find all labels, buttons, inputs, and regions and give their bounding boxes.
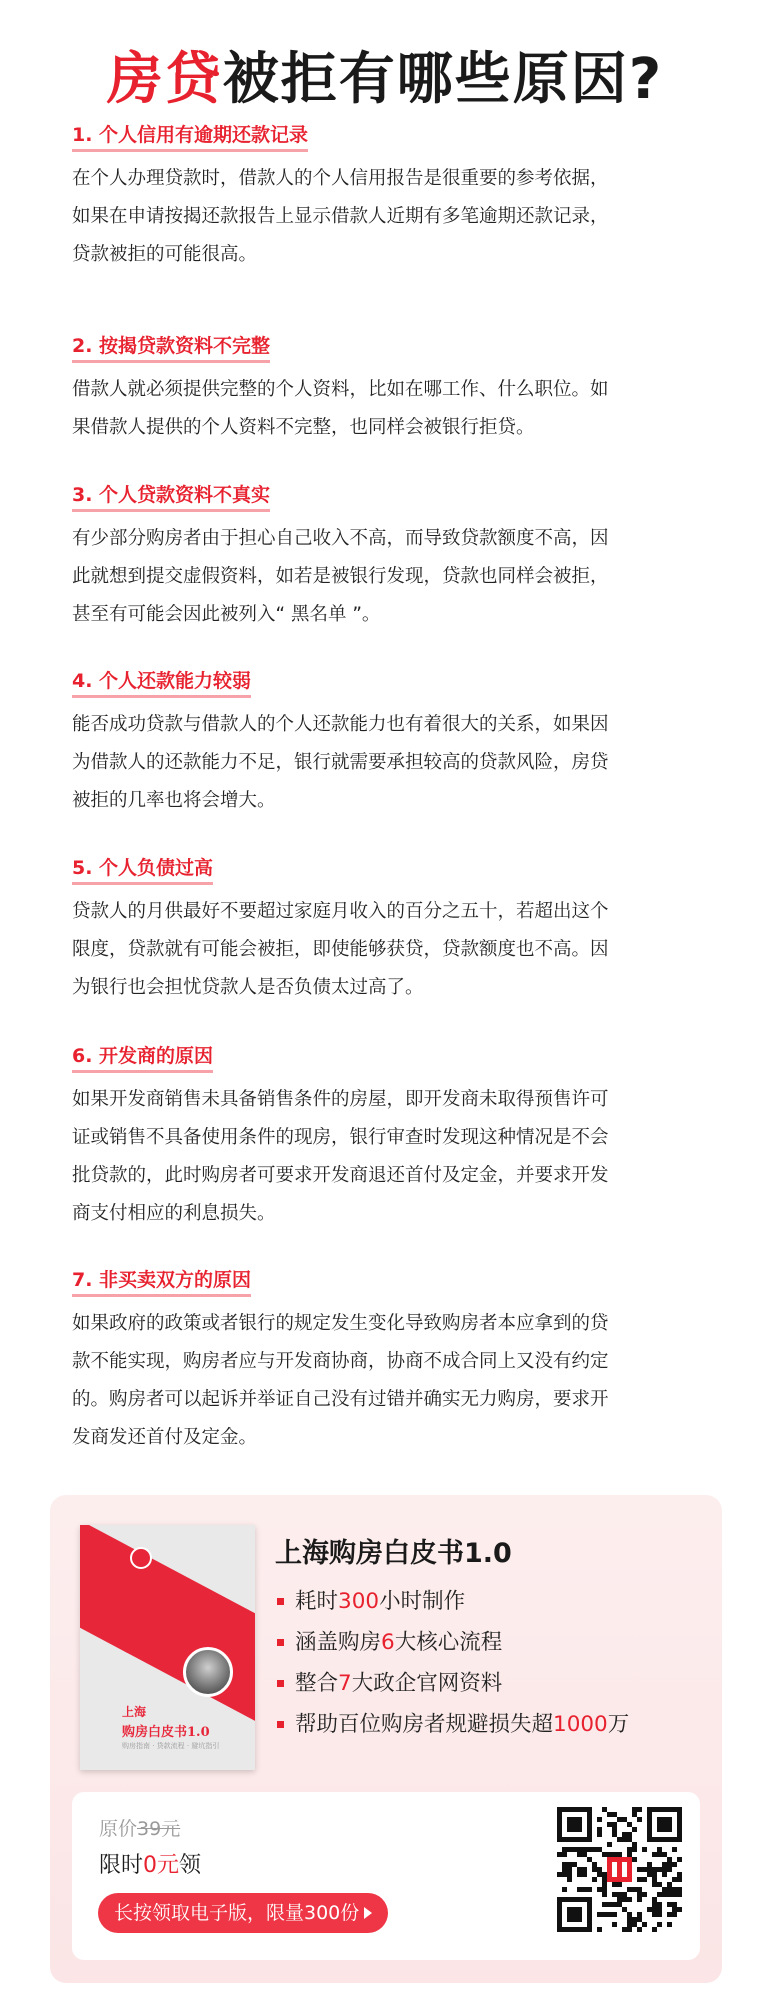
promo-title: 上海购房白皮书1.0: [275, 1538, 512, 1569]
reason-section-3: [72, 482, 702, 634]
body-line: 能否成功贷款与借款人的个人还款能力也有着很大的关系，如果因: [72, 714, 609, 735]
body-line: 如果政府的政策或者银行的规定发生变化导致购房者本应拿到的贷: [72, 1313, 609, 1334]
body-line: 证或销售不具备使用条件的现房，银行审查时发现这种情况是不会: [72, 1127, 609, 1148]
cover-title-line2: 购房白皮书1.0: [122, 1725, 210, 1740]
body-line: 贷款被拒的可能很高。: [72, 244, 258, 265]
section-body: [72, 371, 702, 447]
qr-code-icon[interactable]: [557, 1807, 682, 1932]
body-line: 款不能实现，购房者应与开发商协商，协商不成合同上又没有约定: [72, 1351, 609, 1372]
section-body: [72, 1081, 702, 1233]
body-line: 为银行也会担忧贷款人是否负债太过高了。: [72, 977, 424, 998]
body-line: 贷款人的月供最好不要超过家庭月收入的百分之五十，若超出这个: [72, 901, 609, 922]
section-heading: 6. 开发商的原因: [72, 1043, 213, 1073]
section-body: [72, 160, 702, 274]
reason-section-7: [72, 1267, 702, 1457]
play-arrow-icon: [364, 1907, 372, 1919]
cover-seal: [130, 1547, 152, 1569]
cover-red-band: [80, 1525, 255, 1745]
section-heading: 1. 个人信用有逾期还款记录: [72, 122, 308, 152]
body-line: 批贷款的，此时购房者可要求开发商退还首付及定金，并要求开发: [72, 1165, 609, 1186]
feature-list: [275, 1581, 629, 1745]
claim-ebook-button[interactable]: [98, 1893, 388, 1933]
body-line: 果借款人提供的个人资料不完整，也同样会被银行拒贷。: [72, 417, 535, 438]
section-body: [72, 1305, 702, 1457]
section-heading: 4. 个人还款能力较弱: [72, 668, 251, 698]
body-line: 此就想到提交虚假资料，如若是被银行发现，贷款也同样会被拒，: [72, 566, 609, 587]
feature-item: 帮助百位购房者规避损失超1000万: [275, 1704, 629, 1745]
body-line: 的。购房者可以起诉并举证自己没有过错并确实无力购房，要求开: [72, 1389, 609, 1410]
title-rest: 被拒有哪些原因?: [222, 47, 664, 112]
body-line: 如果在申请按揭还款报告上显示借款人近期有多笔逾期还款记录，: [72, 206, 609, 227]
claim-button-label: 长按领取电子版，限量300份: [114, 1902, 360, 1924]
body-line: 甚至有可能会因此被列入“ 黑名单 ”。: [72, 604, 381, 625]
section-heading: 2. 按揭贷款资料不完整: [72, 333, 270, 363]
reason-section-5: [72, 855, 702, 1007]
body-line: 限度，贷款就有可能会被拒，即使能够获贷，贷款额度也不高。因: [72, 939, 609, 960]
body-line: 被拒的几率也将会增大。: [72, 790, 276, 811]
body-line: 发商发还首付及定金。: [72, 1427, 258, 1448]
book-cover-image: [80, 1525, 255, 1770]
body-line: 商支付相应的利息损失。: [72, 1203, 276, 1224]
whitepaper-promo-panel: [50, 1495, 722, 1983]
cover-subtitle: 购房指南 · 贷款流程 · 避坑指引: [122, 1742, 220, 1750]
reason-section-1: [72, 122, 702, 274]
section-heading: 3. 个人贷款资料不真实: [72, 482, 270, 512]
body-line: 有少部分购房者由于担心自己收入不高，而导致贷款额度不高，因: [72, 528, 609, 549]
feature-item: 耗时300小时制作: [275, 1581, 629, 1622]
body-line: 借款人就必须提供完整的个人资料，比如在哪工作、什么职位。如: [72, 379, 609, 400]
cover-title-line1: 上海: [122, 1705, 147, 1719]
body-line: 为借款人的还款能力不足，银行就需要承担较高的贷款风险，房贷: [72, 752, 609, 773]
claim-card: [72, 1792, 700, 1960]
page-title: [0, 42, 770, 118]
feature-item: 整合7大政企官网资料: [275, 1663, 629, 1704]
body-line: 在个人办理贷款时，借款人的个人信用报告是很重要的参考依据，: [72, 168, 609, 189]
section-body: [72, 706, 702, 820]
reason-section-2: [72, 333, 702, 447]
original-price-value: 39元: [137, 1818, 181, 1840]
section-body: [72, 520, 702, 634]
body-line: 如果开发商销售未具备销售条件的房屋，即开发商未取得预售许可: [72, 1089, 609, 1110]
section-heading: 7. 非买卖双方的原因: [72, 1267, 251, 1297]
section-body: [72, 893, 702, 1007]
title-highlight: 房贷: [106, 47, 223, 112]
reason-section-6: [72, 1043, 702, 1233]
section-heading: 5. 个人负债过高: [72, 855, 213, 885]
feature-item: 涵盖购房6大核心流程: [275, 1622, 629, 1663]
original-price: 原价39元: [99, 1818, 181, 1840]
limited-offer: 限时0元领: [99, 1853, 202, 1878]
reason-section-4: [72, 668, 702, 820]
cover-photo: [183, 1647, 233, 1697]
